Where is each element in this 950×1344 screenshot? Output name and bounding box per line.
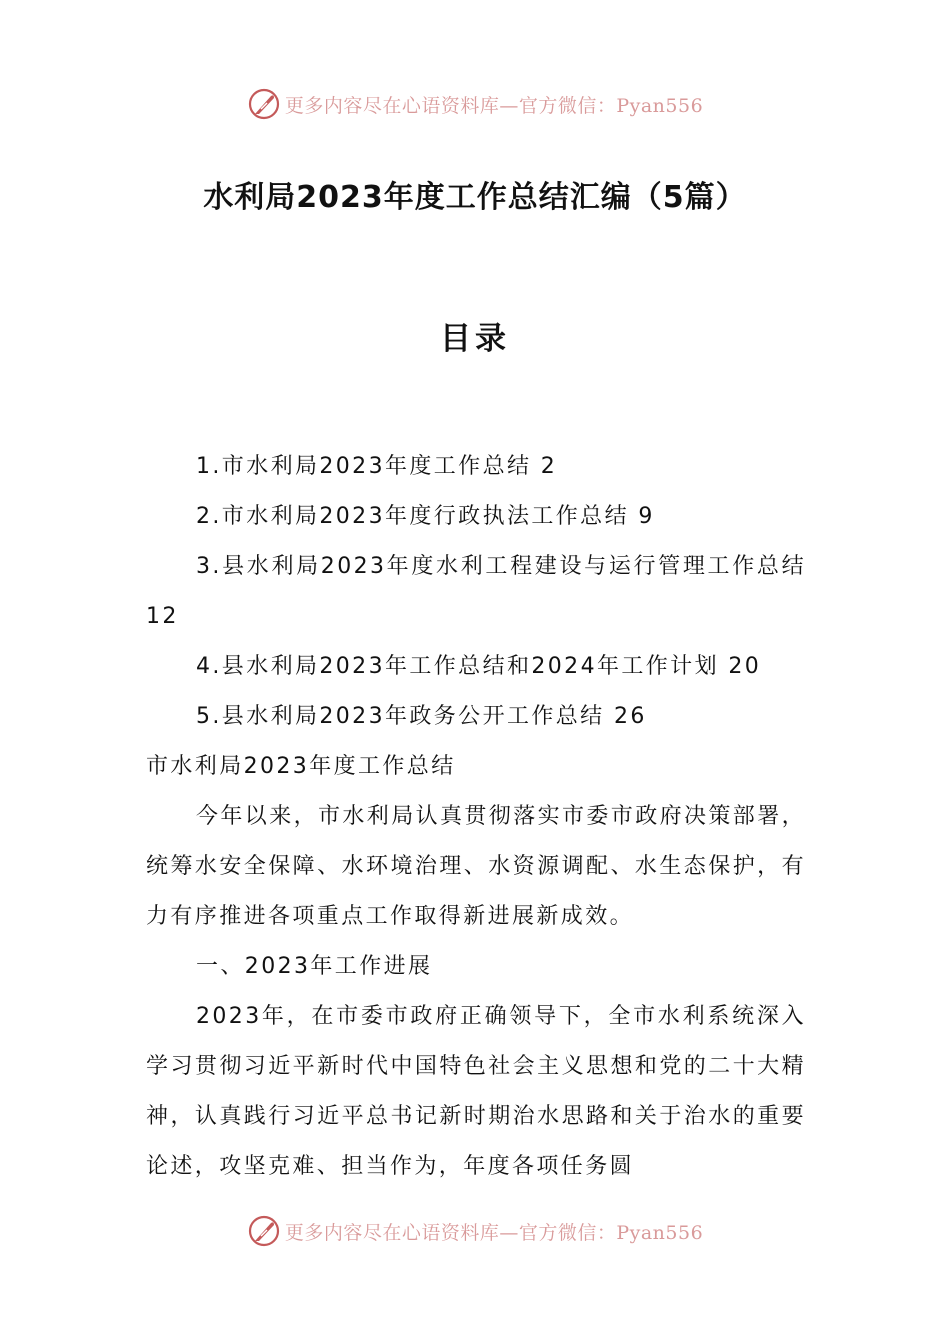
watermark-header [0, 84, 950, 124]
section-heading: 一、2023年工作进展 [196, 954, 433, 979]
body-paragraph: 今年以来，市水利局认真贯彻落实市委市政府决策部署，统筹水安全保障、水环境治理、水资源调配、水生态保护，有力有序推进各项重点工作取得新进展新成效。 [146, 804, 807, 929]
watermark-text: 更多内容尽在心语资料库—官方微信：Pyan556 [284, 1221, 704, 1244]
body-paragraph: 2023年，在市委市政府正确领导下，全市水利系统深入学习贯彻习近平新时代中国特色社会主义思想和党的二十大精神，认真践行习近平总书记新时期治水思路和关于治水的重要论述，攻坚克难、担当作为，年度各项任务圆 [146, 1004, 806, 1179]
watermark-footer [0, 1211, 950, 1251]
toc-entry: 4.县水利局2023年工作总结和2024年工作计划 20 [196, 654, 762, 679]
watermark-text: 更多内容尽在心语资料库—官方微信：Pyan556 [284, 94, 704, 117]
toc-entry: 3.县水利局2023年度水利工程建设与运行管理工作总结 12 [146, 554, 806, 629]
document-body [146, 442, 806, 1192]
toc-entry: 2.市水利局2023年度行政执法工作总结 9 [196, 504, 655, 529]
quill-pen-logo-icon [247, 87, 281, 121]
document-title: 水利局2023年度工作总结汇编（5篇） [203, 180, 747, 215]
toc-entry: 1.市水利局2023年度工作总结 2 [196, 454, 558, 479]
section-title: 市水利局2023年度工作总结 [146, 754, 456, 779]
quill-pen-logo-icon [247, 1214, 281, 1248]
toc-heading: 目录 [440, 321, 510, 357]
toc-entry: 5.县水利局2023年政务公开工作总结 26 [196, 704, 647, 729]
